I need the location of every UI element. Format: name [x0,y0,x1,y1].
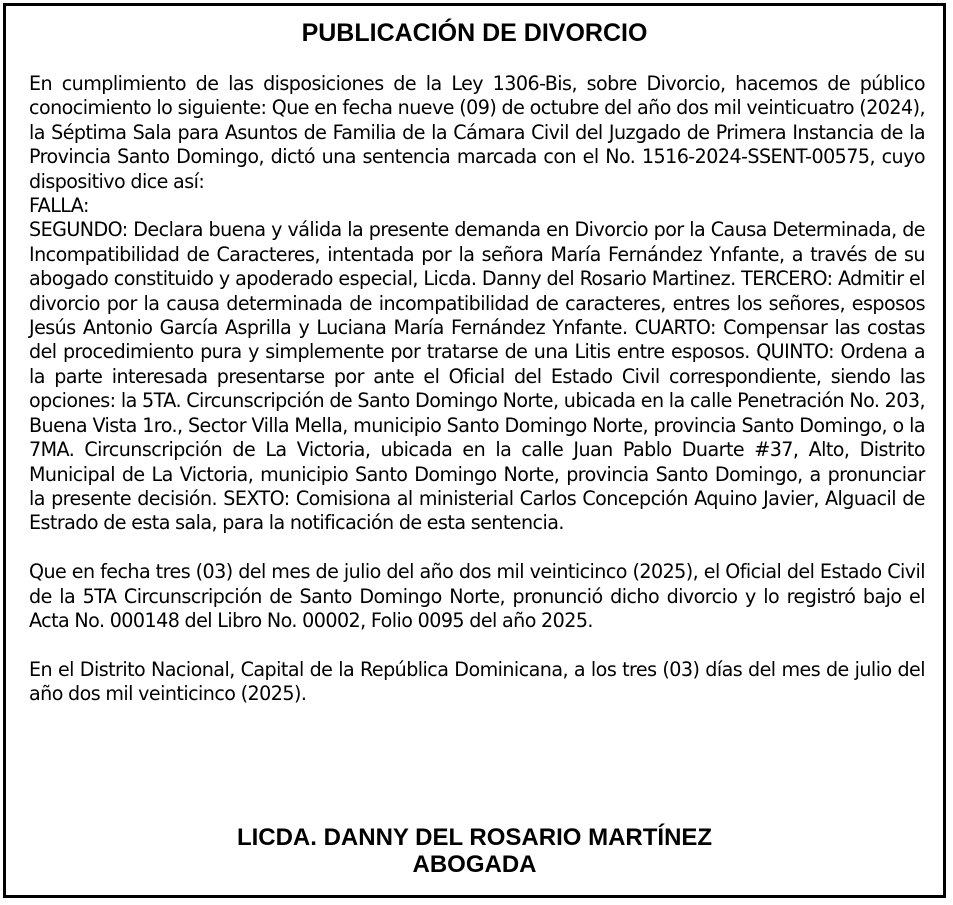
signature-name: LICDA. DANNY DEL ROSARIO MARTÍNEZ [236,824,713,851]
intro-paragraph [29,72,925,536]
ruling-text: SEGUNDO: Declara buena y válida la presente demanda en Divorcio por la Causa Determinada, de Incompatibilidad de Caracteres, intentada por la señora María Fernández Ynfante, a través de su abogado constituido y apoderado especial, Licda. Danny del Rosario Martinez. TERCERO: Admitir el divorcio por la causa determinada de incompatibilidad de caracteres, entres los señores, esposos Jesús Antonio García Asprilla y Luciana María Fernández Ynfante. CUARTO: Compensar las costas del procedimiento pura y simplemente por tratarse de una Litis entre esposos. QUINTO: Ordena a la parte interesada presentarse por ante el Oficial del Estado Civil correspondiente, siendo las opciones: la 5TA. Circunscripción de Santo Domingo Norte, ubicada en la calle Penetración No. 203, Buena Vista 1ro., Sector Villa Mella, municipio Santo Domingo Norte, provincia Santo Domingo, o la 7MA. Circunscripción de La Victoria, ubicada en la calle Juan Pablo Duarte #37, Alto, Distrito Municipal de La Victoria, municipio Santo Domingo Norte, provincia Santo Domingo, a pronunciar la presente decisión. SEXTO: Comisiona al ministerial Carlos Concepción Aquino Javier, Alguacil de Estrado de esta sala, para la notificación de esta sentencia. [29,218,925,535]
closing-paragraph: En el Distrito Nacional, Capital de la República Dominicana, a los tres (03) días del mes de julio del año dos mil veinticinco (2025). [29,657,925,706]
falla-heading: FALLA: [29,194,89,218]
notice-body [29,72,925,707]
notice-title: PUBLICACIÓN DE DIVORCIO [301,19,648,47]
intro-text: En cumplimiento de las disposiciones de la Ley 1306-Bis, sobre Divorcio, hacemos de público conocimiento lo siguiente: Que en fecha nueve (09) de octubre del año dos mil veinticuatro (2024), la Séptima Sala para Asuntos de Familia de la Cámara Civil del Juzgado de Primera Instancia de la Provincia Santo Domingo, dictó una sentencia marcada con el No. 1516-2024-SSENT-00575, cuyo dispositivo dice así: [29,72,925,193]
pronouncement-paragraph: Que en fecha tres (03) del mes de julio del año dos mil veinticinco (2025), el Oficial del Estado Civil de la 5TA Circunscripción de Santo Domingo Norte, pronunció dicho divorcio y lo registró bajo el Acta No. 000148 del Libro No. 00002, Folio 0095 del año 2025. [29,560,925,632]
signature-block [6,824,943,878]
signature-role: ABOGADA [412,851,537,878]
notice-frame [3,3,946,898]
